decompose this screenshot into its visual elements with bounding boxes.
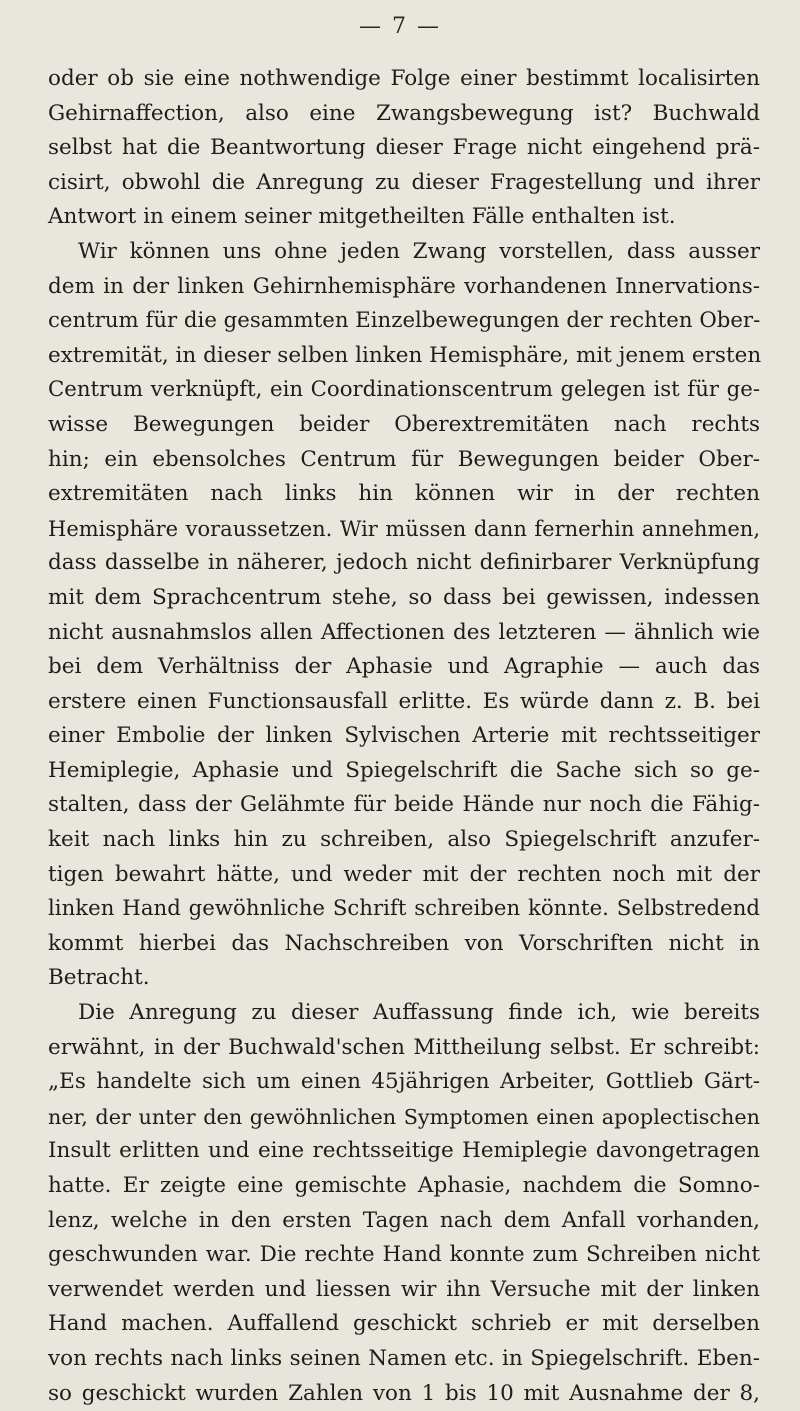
text-line: erwähnt, in der Buchwald'schen Mittheilung selbst. Er schreibt: [48, 1034, 760, 1060]
text-line: dass dasselbe in näherer, jedoch nicht definirbarer Verknüpfung [48, 550, 760, 576]
text-line: verwendet werden und liessen wir ihn Versuche mit der linken [48, 1276, 760, 1302]
text-line: erstere einen Functionsausfall erlitte. Es würde dann z. B. bei [48, 688, 760, 714]
text-line: Hemiplegie, Aphasie und Spiegelschrift die Sache sich so ge- [48, 757, 760, 783]
text-line: linken Hand gewöhnliche Schrift schreiben könnte. Selbstredend [48, 896, 760, 922]
text-line: stalten, dass der Gelähmte für beide Hände nur noch die Fähig- [48, 792, 760, 818]
text-line: lenz, welche in den ersten Tagen nach dem Anfall vorhanden, [48, 1207, 760, 1233]
text-line: kommt hierbei das Nachschreiben von Vorschriften nicht in [48, 930, 760, 956]
text-line: cisirt, obwohl die Anregung zu dieser Fragestellung und ihrer [48, 169, 760, 195]
text-line: selbst hat die Beantwortung dieser Frage nicht eingehend prä- [48, 135, 760, 161]
text-line: keit nach links hin zu schreiben, also Spiegelschrift anzufer- [48, 827, 760, 853]
text-line: einer Embolie der linken Sylvischen Arterie mit rechtsseitiger [48, 723, 760, 749]
text-line: centrum für die gesammten Einzelbewegungen der rechten Ober- [48, 308, 761, 334]
text-line: mit dem Sprachcentrum stehe, so dass bei gewissen, indessen [48, 584, 760, 610]
text-line: extremität, in dieser selben linken Hemisphäre, mit jenem ersten [48, 342, 762, 368]
text-line: Hemisphäre voraussetzen. Wir müssen dann fernerhin annehmen, [48, 516, 760, 541]
text-line: dem in der linken Gehirnhemisphäre vorhandenen Innervations- [48, 273, 760, 299]
text-line: „Es handelte sich um einen 45jährigen Arbeiter, Gottlieb Gärt- [48, 1069, 760, 1095]
text-line: oder ob sie eine nothwendige Folge einer bestimmt localisirten [48, 66, 760, 91]
text-line: so geschickt wurden Zahlen von 1 bis 10 mit Ausnahme der 8, [48, 1380, 760, 1406]
text-line: Betracht. [48, 965, 150, 991]
page-number: — 7 — [359, 14, 441, 39]
text-line: Insult erlitten und eine rechtsseitige Hemiplegie davongetragen [48, 1138, 760, 1164]
text-line: geschwunden war. Die rechte Hand konnte zum Schreiben nicht [48, 1242, 760, 1268]
text-line: Centrum verknüpft, ein Coordinationscentrum gelegen ist für ge- [48, 377, 760, 403]
text-line: von rechts nach links seinen Namen etc. in Spiegelschrift. Eben- [48, 1345, 760, 1371]
body-text [48, 62, 760, 1411]
text-line: Die Anregung zu dieser Auffassung finde ich, wie bereits [78, 1000, 760, 1026]
text-line: Antwort in einem seiner mitgetheilten Fälle enthalten ist. [48, 204, 676, 230]
text-line: ner, der unter den gewöhnlichen Symptomen einen apoplectischen [48, 1104, 760, 1129]
text-line: tigen bewahrt hätte, und weder mit der rechten noch mit der [48, 861, 760, 887]
text-line: hin; ein ebensolches Centrum für Bewegungen beider Ober- [48, 446, 760, 472]
text-line: hatte. Er zeigte eine gemischte Aphasie, nachdem die Somno- [48, 1173, 760, 1198]
text-line: Wir können uns ohne jeden Zwang vorstellen, dass ausser [78, 238, 760, 264]
text-line: nicht ausnahmslos allen Affectionen des letzteren — ähnlich wie [48, 619, 760, 645]
text-line: bei dem Verhältniss der Aphasie und Agraphie — auch das [48, 654, 760, 680]
text-line: Hand machen. Auffallend geschickt schrieb er mit derselben [48, 1311, 760, 1337]
text-line: extremitäten nach links hin können wir in der rechten [48, 481, 760, 507]
text-line: Gehirnaffection, also eine Zwangsbewegung ist? Buchwald [48, 100, 760, 126]
text-line: wisse Bewegungen beider Oberextremitäten nach rechts [48, 411, 760, 437]
